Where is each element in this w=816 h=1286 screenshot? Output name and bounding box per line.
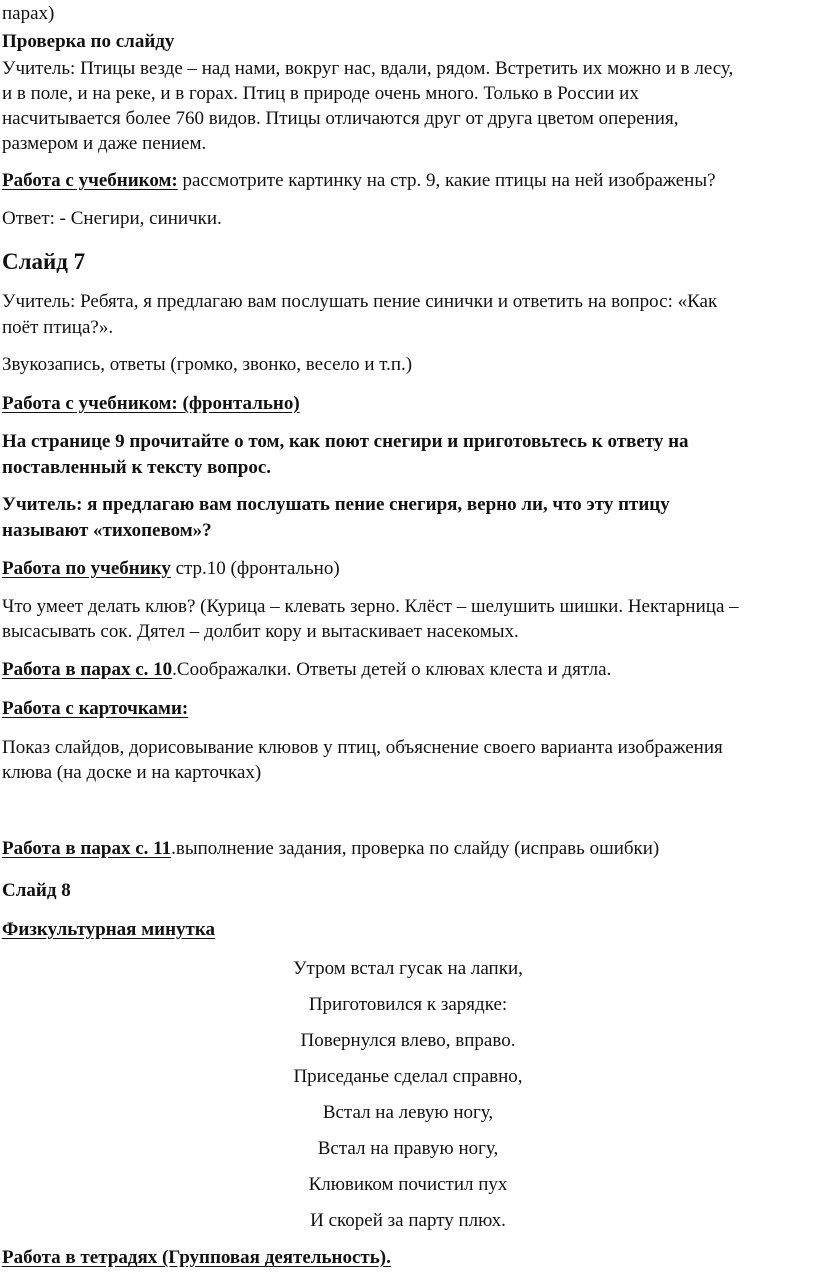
text-line: Учитель: я предлагаю вам послушать пение снегиря, верно ли, что эту птицу [2, 494, 670, 515]
poem-line: Приседанье сделал справно, [293, 1066, 523, 1087]
task-text: стр.10 (фронтально) [170, 558, 340, 579]
text-line: Звукозапись, ответы (громко, звонко, весело и т.п.) [2, 354, 413, 375]
task-label: Работа в парах с. 10 [2, 659, 173, 680]
section-heading: Физкультурная минутка [2, 919, 216, 940]
text-line: Что умеет делать клюв? (Курица – клевать зерно. Клёст – шелушить шишки. Нектарница – [2, 596, 739, 617]
poem-line: Повернулся влево, вправо. [300, 1030, 516, 1051]
task-label: Работа по учебнику [2, 558, 171, 579]
section-heading: Проверка по слайду [2, 31, 175, 52]
text-line: клюва (на доске и на карточках) [2, 762, 262, 783]
text-line: Показ слайдов, дорисовывание клювов у птиц, объяснение своего варианта изображения [2, 737, 723, 758]
text-line: Учитель: Птицы везде – над нами, вокруг нас, вдали, рядом. Встретить их можно и в лесу, [2, 58, 734, 79]
text-line: и в поле, и на реке, и в горах. Птиц в природе очень много. Только в России их [2, 83, 639, 104]
task-label: Работа в тетрадях (Групповая деятельность). [2, 1247, 391, 1268]
slide-heading: Слайд 7 [2, 249, 86, 274]
text-line: называют «тихопевом»? [2, 520, 212, 541]
text-line: На странице 9 прочитайте о том, как поют снегири и приготовьтесь к ответу на [2, 431, 689, 452]
poem-line: И скорей за парту плюх. [310, 1210, 506, 1231]
text-line: поёт птица?». [2, 317, 114, 338]
poem-line: Встал на левую ногу, [322, 1102, 494, 1123]
text-line: Учитель: Ребята, я предлагаю вам послушать пение синички и ответить на вопрос: «Как [2, 291, 718, 312]
text-line: Ответ: - Снегири, синички. [2, 208, 222, 229]
task-text: .выполнение задания, проверка по слайду (исправь ошибки) [171, 838, 660, 859]
task-label: Работа с учебником: (фронтально) [2, 393, 300, 414]
text-line [2, 557, 340, 581]
text-line: насчитывается более 760 видов. Птицы отличаются друг от друга цветом оперения, [2, 108, 679, 129]
text-line [2, 169, 716, 193]
text-line [2, 837, 659, 861]
poem-line: Приготовился к зарядке: [308, 994, 508, 1015]
text-line: парах) [2, 3, 55, 24]
task-label: Работа в парах с. 11 [2, 838, 172, 859]
poem-line: Встал на правую ногу, [317, 1138, 499, 1159]
text-line: размером и даже пением. [2, 133, 207, 154]
text-line: высасывать сок. Дятел – долбит кору и вытаскивает насекомых. [2, 621, 519, 642]
task-label: Работа с учебником: [2, 170, 178, 191]
poem-line: Клювиком почистил пух [308, 1174, 508, 1195]
task-label: Работа с карточками: [2, 698, 189, 719]
text-line: поставленный к тексту вопрос. [2, 457, 272, 478]
task-text: .Соображалки. Ответы детей о клювах клеста и дятла. [172, 659, 612, 680]
task-text: рассмотрите картинку на стр. 9, какие птицы на ней изображены? [177, 170, 716, 191]
poem-line: Утром встал гусак на лапки, [293, 958, 523, 979]
text-line [2, 658, 611, 682]
slide-heading: Слайд 8 [2, 880, 71, 901]
